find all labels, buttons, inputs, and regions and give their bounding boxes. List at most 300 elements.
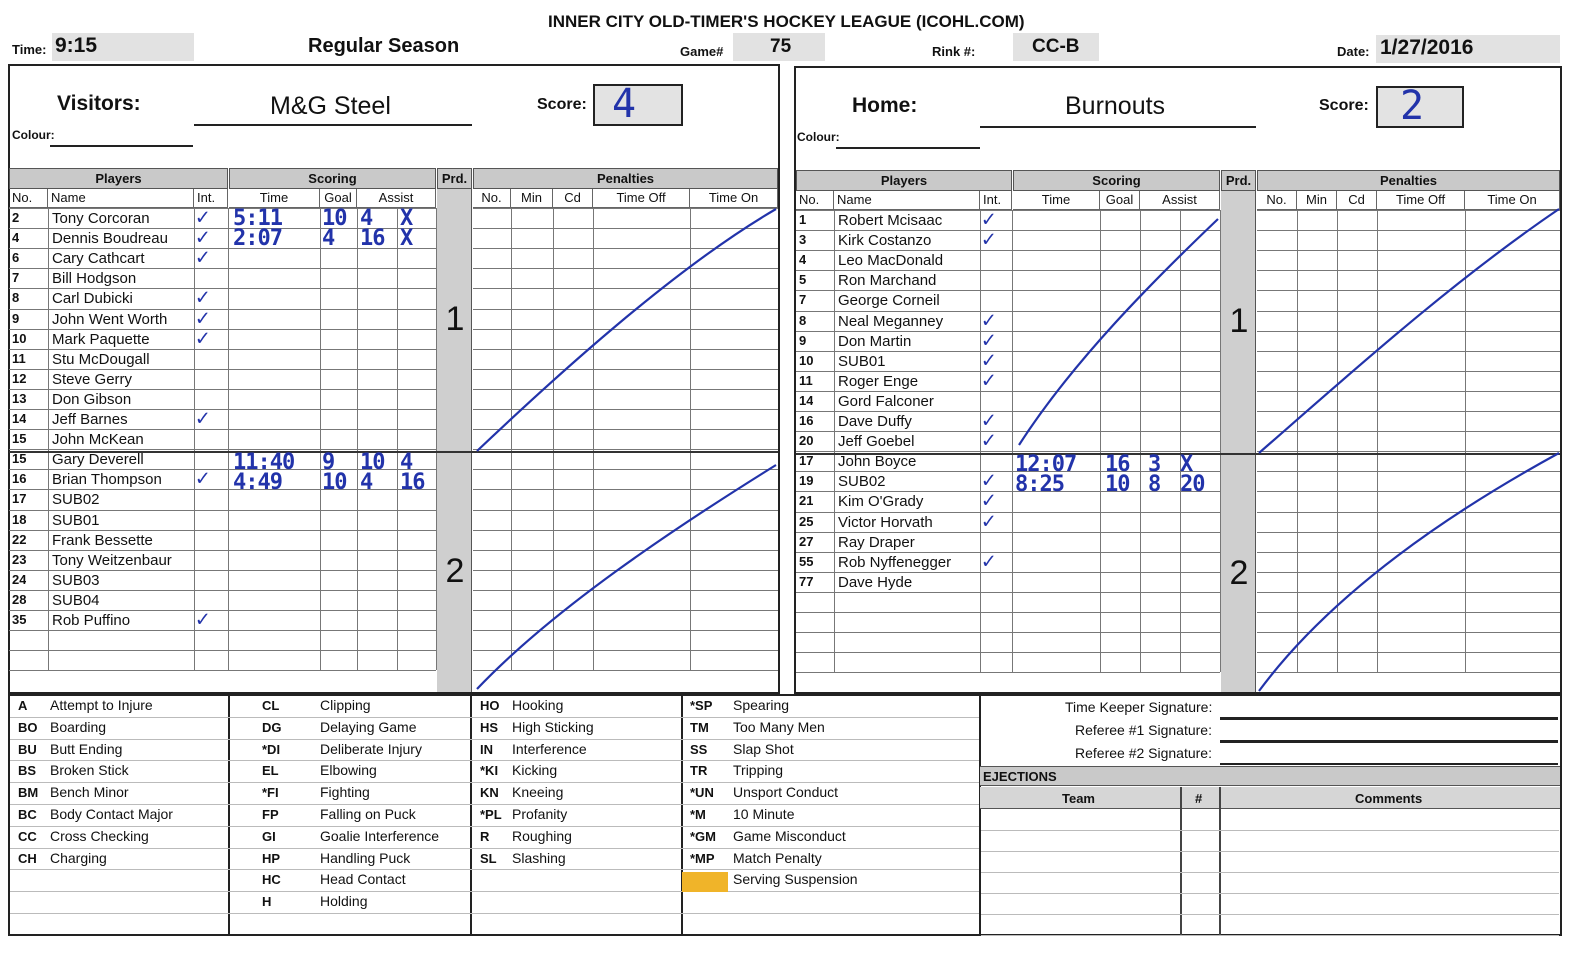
visitors-player-int-check[interactable]: ✓ — [196, 245, 209, 270]
visitors-player-no: 23 — [12, 552, 27, 567]
rink-label: Rink #: — [932, 44, 976, 59]
legend-code: EL — [262, 763, 279, 779]
visitors-player-int-check[interactable]: ✓ — [196, 306, 209, 331]
visitors-player-name: SUB04 — [52, 592, 100, 609]
visitors-player-no: 6 — [12, 250, 20, 265]
legend-code: BC — [18, 807, 37, 822]
legend-code: GI — [262, 828, 276, 844]
home-player-name: Dave Duffy — [838, 413, 912, 430]
visitors-player-no: 9 — [12, 311, 20, 326]
visitors-player-no: 22 — [12, 532, 27, 547]
home-goal-assist-1: 8 — [1148, 472, 1161, 497]
home-player-no: 27 — [799, 534, 814, 549]
home-player-int-check[interactable]: ✓ — [982, 308, 995, 333]
visitors-player-int-check[interactable]: ✓ — [196, 225, 209, 250]
home-player-int-check[interactable]: ✓ — [982, 468, 995, 493]
home-team-line — [980, 126, 1256, 128]
legend-code: KN — [480, 785, 499, 801]
home-player-name: John Boyce — [838, 453, 917, 470]
home-player-no: 7 — [799, 292, 807, 307]
legend-code: *MP — [690, 850, 715, 866]
home-penalty-min-header: Min — [1297, 191, 1337, 210]
visitors-player-name: Tony Weitzenbaur — [52, 552, 172, 569]
home-goal-assist-2: 20 — [1180, 472, 1205, 497]
legend-code: *PL — [480, 807, 502, 822]
legend-divider-3 — [681, 695, 683, 935]
legend-penalty-name: Broken Stick — [50, 762, 129, 779]
visitors-player-name: Cary Cathcart — [52, 250, 145, 267]
legend-code: CH — [18, 850, 37, 866]
visitors-player-name: Carl Dubicki — [52, 290, 133, 307]
visitors-player-name: John Went Worth — [52, 311, 168, 328]
visitors-score-label: Score: — [537, 96, 587, 113]
home-player-name: Robert Mcisaac — [838, 212, 943, 229]
visitors-row-line — [9, 389, 436, 390]
visitors-player-name: SUB02 — [52, 491, 100, 508]
visitors-player-name: Dennis Boudreau — [52, 230, 168, 247]
legend-code: IN — [480, 741, 493, 757]
home-player-name: Kim O'Grady — [838, 493, 924, 510]
legend-penalty-name: Tripping — [733, 762, 784, 779]
visitors-score: 4 — [612, 81, 636, 127]
ejections-title: EJECTIONS — [983, 769, 1057, 784]
home-player-name: Don Martin — [838, 333, 912, 350]
legend-penalty-name: Clipping — [320, 697, 371, 713]
home-goal-assist-2: X — [1180, 452, 1193, 477]
visitors-player-int-check[interactable]: ✓ — [196, 285, 209, 310]
home-player-int-check[interactable]: ✓ — [982, 227, 995, 252]
legend-penalty-name: Elbowing — [320, 762, 377, 779]
home-scoring-header: Scoring — [1013, 170, 1220, 191]
legend-code: CL — [262, 698, 280, 713]
legend-code: *UN — [690, 785, 714, 801]
visitors-time-off-header: Time Off — [593, 189, 690, 208]
visitors-row-line — [9, 288, 436, 289]
date-label: Date: — [1337, 44, 1370, 59]
visitors-row-line — [9, 550, 436, 551]
visitors-player-name: Bill Hodgson — [52, 270, 137, 287]
home-assist-header: Assist — [1140, 191, 1220, 210]
legend-code: SS — [690, 741, 708, 757]
legend-penalty-name: Boarding — [50, 718, 107, 735]
legend-penalty-name: Attempt to Injure — [50, 697, 153, 713]
visitors-row-line — [9, 630, 436, 631]
referee1-signature-line[interactable] — [1220, 740, 1558, 743]
visitors-time-on-header: Time On — [690, 189, 778, 208]
referee2-signature-label: Referee #2 Signature: — [1075, 745, 1212, 761]
legend-penalty-name: Kicking — [512, 762, 558, 779]
legend-divider-2 — [470, 695, 472, 935]
home-player-no: 11 — [799, 373, 813, 388]
legend-penalty-name: Butt Ending — [50, 740, 123, 757]
home-player-no: 10 — [799, 353, 814, 368]
home-score-label: Score: — [1319, 97, 1369, 114]
home-goal-scorer: 16 — [1105, 452, 1130, 477]
visitors-goal-header: Goal — [320, 189, 357, 208]
visitors-goal-time: 2:07 — [233, 226, 282, 251]
home-player-name: Leo MacDonald — [838, 252, 944, 269]
legend-penalty-name: Match Penalty — [733, 849, 822, 866]
visitors-col-line — [228, 208, 229, 670]
legend-penalty-name: Slashing — [512, 849, 566, 866]
visitors-goal-scorer: 10 — [322, 206, 347, 231]
legend-penalty-name: Delaying Game — [320, 718, 417, 735]
home-goal-scorer: 10 — [1105, 472, 1130, 497]
visitors-name-header: Name — [48, 189, 194, 208]
home-player-name: Jeff Goebel — [838, 433, 915, 450]
season-type: Regular Season — [308, 35, 460, 57]
home-time-off-header: Time Off — [1377, 191, 1465, 210]
home-player-int-check[interactable]: ✓ — [982, 488, 995, 513]
visitors-player-name: John McKean — [52, 431, 144, 448]
legend-code: HO — [480, 698, 500, 713]
legend-code: BM — [18, 785, 39, 801]
visitors-penalty-cd-header: Cd — [553, 189, 593, 208]
visitors-player-name: Tony Corcoran — [52, 210, 150, 227]
ejections-col-number: # — [1195, 791, 1203, 806]
visitors-player-no: 4 — [12, 230, 20, 245]
home-player-name: Ray Draper — [838, 534, 915, 551]
home-player-no: 1 — [799, 212, 807, 227]
home-player-int-check[interactable]: ✓ — [982, 509, 995, 534]
visitors-goal-scorer: 4 — [322, 226, 335, 251]
visitors-player-int-check[interactable]: ✓ — [196, 205, 209, 230]
legend-code: BU — [18, 741, 37, 757]
home-name-header: Name — [834, 191, 980, 210]
visitors-player-int-check[interactable]: ✓ — [196, 326, 209, 351]
legend-code: HS — [480, 719, 499, 735]
visitors-col-line — [194, 208, 195, 670]
home-player-no: 21 — [799, 493, 814, 508]
visitors-row-line — [9, 268, 436, 269]
legend-code: BO — [18, 719, 38, 735]
visitors-row-line — [9, 309, 436, 310]
legend-penalty-name: Serving Suspension — [733, 871, 858, 888]
home-col-line — [834, 210, 835, 672]
home-player-int-check[interactable]: ✓ — [982, 368, 995, 393]
legend-penalty-name: Head Contact — [320, 871, 406, 888]
legend-penalty-name: Kneeing — [512, 784, 564, 801]
ejections-row-line — [981, 851, 1559, 852]
legend-penalty-name: Goalie Interference — [320, 827, 440, 844]
home-player-no: 9 — [799, 333, 807, 348]
ejections-divider-b — [1219, 787, 1221, 935]
home-players-header: Players — [796, 170, 1012, 191]
ejections-row-line — [981, 914, 1559, 915]
home-no-header: No. — [796, 191, 834, 210]
time-value: 9:15 — [55, 34, 98, 57]
legend-penalty-name: Unsport Conduct — [733, 784, 839, 801]
visitors-goal-assist-2: X — [400, 226, 413, 251]
home-colour-label: Colour: — [797, 130, 840, 144]
visitors-row-line — [9, 369, 436, 370]
visitors-goal-assist-2: 4 — [400, 450, 413, 475]
visitors-player-no: 18 — [12, 512, 27, 527]
visitors-player-name: Don Gibson — [52, 391, 132, 408]
legend-code: HP — [262, 850, 281, 866]
home-strike-lines — [1013, 191, 1561, 693]
visitors-player-no: 17 — [12, 491, 27, 506]
home-penalties-header: Penalties — [1257, 170, 1560, 191]
visitors-goal-scorer: 9 — [322, 450, 335, 475]
legend-code: *SP — [690, 698, 713, 713]
visitors-player-no: 13 — [12, 391, 27, 406]
legend-divider-4 — [979, 695, 981, 935]
legend-row-line — [10, 891, 979, 892]
visitors-goal-assist-1: 4 — [360, 470, 373, 495]
date-value: 1/27/2016 — [1380, 36, 1474, 59]
home-player-name: Kirk Costanzo — [838, 232, 932, 249]
home-player-int-check[interactable]: ✓ — [982, 408, 995, 433]
time-label: Time: — [12, 42, 47, 57]
home-goal-header: Goal — [1100, 191, 1140, 210]
visitors-player-no: 11 — [12, 351, 26, 366]
ejections-bar — [980, 766, 1560, 786]
rink-value: CC-B — [1032, 36, 1080, 57]
home-period-2: 2 — [1229, 554, 1249, 592]
visitors-scoring-header: Scoring — [229, 168, 436, 189]
home-player-name: Gord Falconer — [838, 393, 934, 410]
visitors-player-name: Mark Paquette — [52, 331, 150, 348]
visitors-player-no: 35 — [12, 612, 27, 627]
timekeeper-signature-line[interactable] — [1220, 717, 1558, 720]
visitors-row-line — [9, 349, 436, 350]
visitors-row-line — [9, 590, 436, 591]
visitors-assist-header: Assist — [357, 189, 436, 208]
visitors-goal-assist-1: 4 — [360, 206, 373, 231]
home-period-1: 1 — [1229, 302, 1249, 340]
visitors-no-header: No. — [9, 189, 48, 208]
visitors-player-name: Frank Bessette — [52, 532, 153, 549]
visitors-row-line — [9, 429, 436, 430]
visitors-row-line — [9, 610, 436, 611]
home-prd-header: Prd. — [1221, 170, 1256, 191]
visitors-col-line — [320, 208, 321, 670]
legend-code: *GM — [690, 828, 716, 844]
legend-code: H — [262, 894, 272, 910]
visitors-row-line — [9, 510, 436, 511]
legend-penalty-name: Falling on Puck — [320, 806, 416, 822]
home-player-name: Rob Nyffenegger — [838, 554, 952, 571]
legend-code: TR — [690, 763, 708, 779]
visitors-player-name: Brian Thompson — [52, 471, 162, 488]
home-time-on-header: Time On — [1465, 191, 1560, 210]
legend-code: FP — [262, 807, 279, 822]
visitors-colour-line — [50, 145, 193, 147]
ejections-row-line — [981, 830, 1559, 831]
visitors-row-line — [9, 670, 436, 671]
visitors-player-no: 12 — [12, 371, 27, 386]
home-time-header: Time — [1013, 191, 1100, 210]
home-player-no: 16 — [799, 413, 814, 428]
home-player-no: 20 — [799, 433, 814, 448]
referee2-signature-line[interactable] — [1220, 763, 1558, 765]
home-player-no: 3 — [799, 232, 807, 247]
visitors-prd-header: Prd. — [437, 168, 472, 189]
legend-code: CC — [18, 828, 37, 844]
home-player-int-check[interactable]: ✓ — [982, 328, 995, 353]
visitors-time-header: Time — [229, 189, 320, 208]
home-player-no: 8 — [799, 313, 807, 328]
league-title: INNER CITY OLD-TIMER'S HOCKEY LEAGUE (ICOHL.COM) — [548, 12, 1025, 31]
visitors-team-line — [194, 124, 472, 126]
home-player-name: SUB01 — [838, 353, 886, 370]
visitors-player-name: Rob Puffino — [52, 612, 131, 629]
ejections-row-line — [981, 872, 1559, 873]
home-player-no: 17 — [799, 453, 814, 468]
legend-penalty-name: Charging — [50, 849, 107, 866]
legend-penalty-name: Too Many Men — [733, 718, 825, 735]
home-colour-line — [836, 147, 980, 149]
legend-penalty-name: High Sticking — [512, 718, 594, 735]
visitors-player-no: 7 — [12, 270, 20, 285]
visitors-row-line — [9, 329, 436, 330]
visitors-player-int-check[interactable]: ✓ — [196, 607, 209, 632]
home-player-no: 55 — [799, 554, 814, 569]
home-penalty-no-header: No. — [1257, 191, 1297, 210]
visitors-goal-assist-2: X — [400, 206, 413, 231]
visitors-player-no: 10 — [12, 331, 27, 346]
visitors-col-line — [397, 208, 398, 670]
home-player-name: Dave Hyde — [838, 574, 913, 591]
legend-penalty-name: Fighting — [320, 784, 370, 801]
home-player-no: 14 — [799, 393, 814, 408]
home-player-no: 77 — [799, 574, 814, 589]
home-col-line — [980, 210, 981, 672]
visitors-player-int-check[interactable]: ✓ — [196, 466, 209, 491]
home-player-name: George Corneil — [838, 292, 940, 309]
visitors-goal-time: 5:11 — [233, 206, 282, 231]
legend-penalty-name: Profanity — [512, 806, 568, 822]
home-player-int-check[interactable]: ✓ — [982, 549, 995, 574]
home-goal-time: 12:07 — [1015, 452, 1077, 477]
visitors-player-name: Stu McDougall — [52, 351, 150, 368]
legend-row-line — [10, 869, 979, 870]
visitors-goal-time: 11:40 — [233, 450, 295, 475]
suspension-swatch — [682, 872, 728, 892]
visitors-goal-assist-1: 16 — [360, 226, 385, 251]
visitors-penalty-min-header: Min — [511, 189, 553, 208]
legend-code: BS — [18, 763, 37, 779]
visitors-int-header: Int. — [194, 189, 228, 208]
visitors-col-line — [48, 208, 49, 670]
legend-penalty-name: Roughing — [512, 827, 572, 844]
legend-penalty-name: 10 Minute — [733, 806, 795, 822]
legend-row-line — [10, 913, 979, 914]
visitors-player-no: 15 — [12, 431, 27, 446]
home-player-name: Roger Enge — [838, 373, 919, 390]
home-player-name: Victor Horvath — [838, 514, 933, 531]
visitors-player-no: 14 — [12, 411, 27, 426]
timekeeper-signature-label: Time Keeper Signature: — [1065, 699, 1213, 715]
home-player-int-check[interactable]: ✓ — [982, 428, 995, 453]
legend-code: *M — [690, 807, 706, 822]
visitors-player-no: 2 — [12, 210, 20, 225]
visitors-period-1: 1 — [445, 300, 465, 338]
legend-code: *KI — [480, 763, 499, 779]
visitors-period-2: 2 — [445, 552, 465, 590]
home-player-no: 25 — [799, 514, 814, 529]
home-player-name: SUB02 — [838, 473, 886, 490]
visitors-row-line — [9, 570, 436, 571]
legend-penalty-name: Holding — [320, 893, 368, 910]
legend-penalty-name: Slap Shot — [733, 740, 794, 757]
legend-penalty-name: Game Misconduct — [733, 827, 846, 844]
legend-penalty-name: Handling Puck — [320, 849, 411, 866]
visitors-row-line — [9, 650, 436, 651]
ejections-col-comments: Comments — [1355, 791, 1423, 806]
visitors-row-line — [9, 409, 436, 410]
legend-code: *FI — [262, 785, 279, 801]
visitors-players-header: Players — [9, 168, 228, 189]
visitors-score-box — [593, 84, 683, 126]
home-int-header: Int. — [980, 191, 1012, 210]
visitors-goal-assist-1: 10 — [360, 450, 385, 475]
visitors-row-line — [9, 530, 436, 531]
visitors-player-name: SUB03 — [52, 572, 100, 589]
home-penalty-cd-header: Cd — [1337, 191, 1377, 210]
visitors-player-no: 15 — [12, 451, 27, 466]
home-label: Home: — [852, 94, 918, 117]
legend-code: R — [480, 828, 490, 844]
visitors-player-no: 8 — [12, 290, 20, 305]
ejections-divider-a — [1180, 787, 1182, 935]
referee1-signature-label: Referee #1 Signature: — [1075, 722, 1212, 738]
visitors-player-no: 24 — [12, 572, 27, 587]
legend-row-line — [10, 739, 979, 740]
home-player-no: 4 — [799, 252, 807, 267]
home-score: 2 — [1400, 83, 1424, 129]
home-team-name: Burnouts — [1065, 92, 1166, 120]
legend-code: TM — [690, 719, 709, 735]
visitors-player-name: SUB01 — [52, 512, 100, 529]
home-player-name: Ron Marchand — [838, 272, 937, 289]
legend-penalty-name: Interference — [512, 740, 587, 757]
ejections-row-line — [981, 893, 1559, 894]
visitors-goal-assist-2: 16 — [400, 470, 425, 495]
visitors-label: Visitors: — [57, 92, 141, 115]
visitors-player-name: Gary Deverell — [52, 451, 144, 468]
home-goal-assist-1: 3 — [1148, 452, 1161, 477]
legend-divider-1 — [228, 695, 230, 935]
visitors-penalties-header: Penalties — [473, 168, 778, 189]
ejections-row-line — [981, 935, 1559, 936]
visitors-player-int-check[interactable]: ✓ — [196, 406, 209, 431]
legend-penalty-name: Deliberate Injury — [320, 740, 422, 757]
visitors-player-no: 16 — [12, 471, 27, 486]
visitors-penalty-strike — [473, 189, 779, 693]
home-goal-time: 8:25 — [1015, 472, 1064, 497]
legend-code: *DI — [262, 741, 281, 757]
legend-row-line — [10, 760, 979, 761]
legend-code: A — [18, 698, 28, 713]
visitors-team-name: M&G Steel — [270, 92, 391, 120]
legend-penalty-name: Hooking — [512, 697, 564, 713]
visitors-player-no: 28 — [12, 592, 27, 607]
game-label: Game# — [680, 44, 724, 59]
visitors-goal-time: 4:49 — [233, 470, 282, 495]
visitors-player-name: Jeff Barnes — [52, 411, 128, 428]
visitors-goal-scorer: 10 — [322, 470, 347, 495]
visitors-penalty-no-header: No. — [473, 189, 511, 208]
legend-row-line — [10, 804, 979, 805]
home-player-int-check[interactable]: ✓ — [982, 207, 995, 232]
visitors-player-name: Steve Gerry — [52, 371, 133, 388]
legend-code: HC — [262, 872, 281, 888]
home-player-int-check[interactable]: ✓ — [982, 348, 995, 373]
legend-code: SL — [480, 850, 497, 866]
legend-penalty-name: Bench Minor — [50, 784, 129, 801]
